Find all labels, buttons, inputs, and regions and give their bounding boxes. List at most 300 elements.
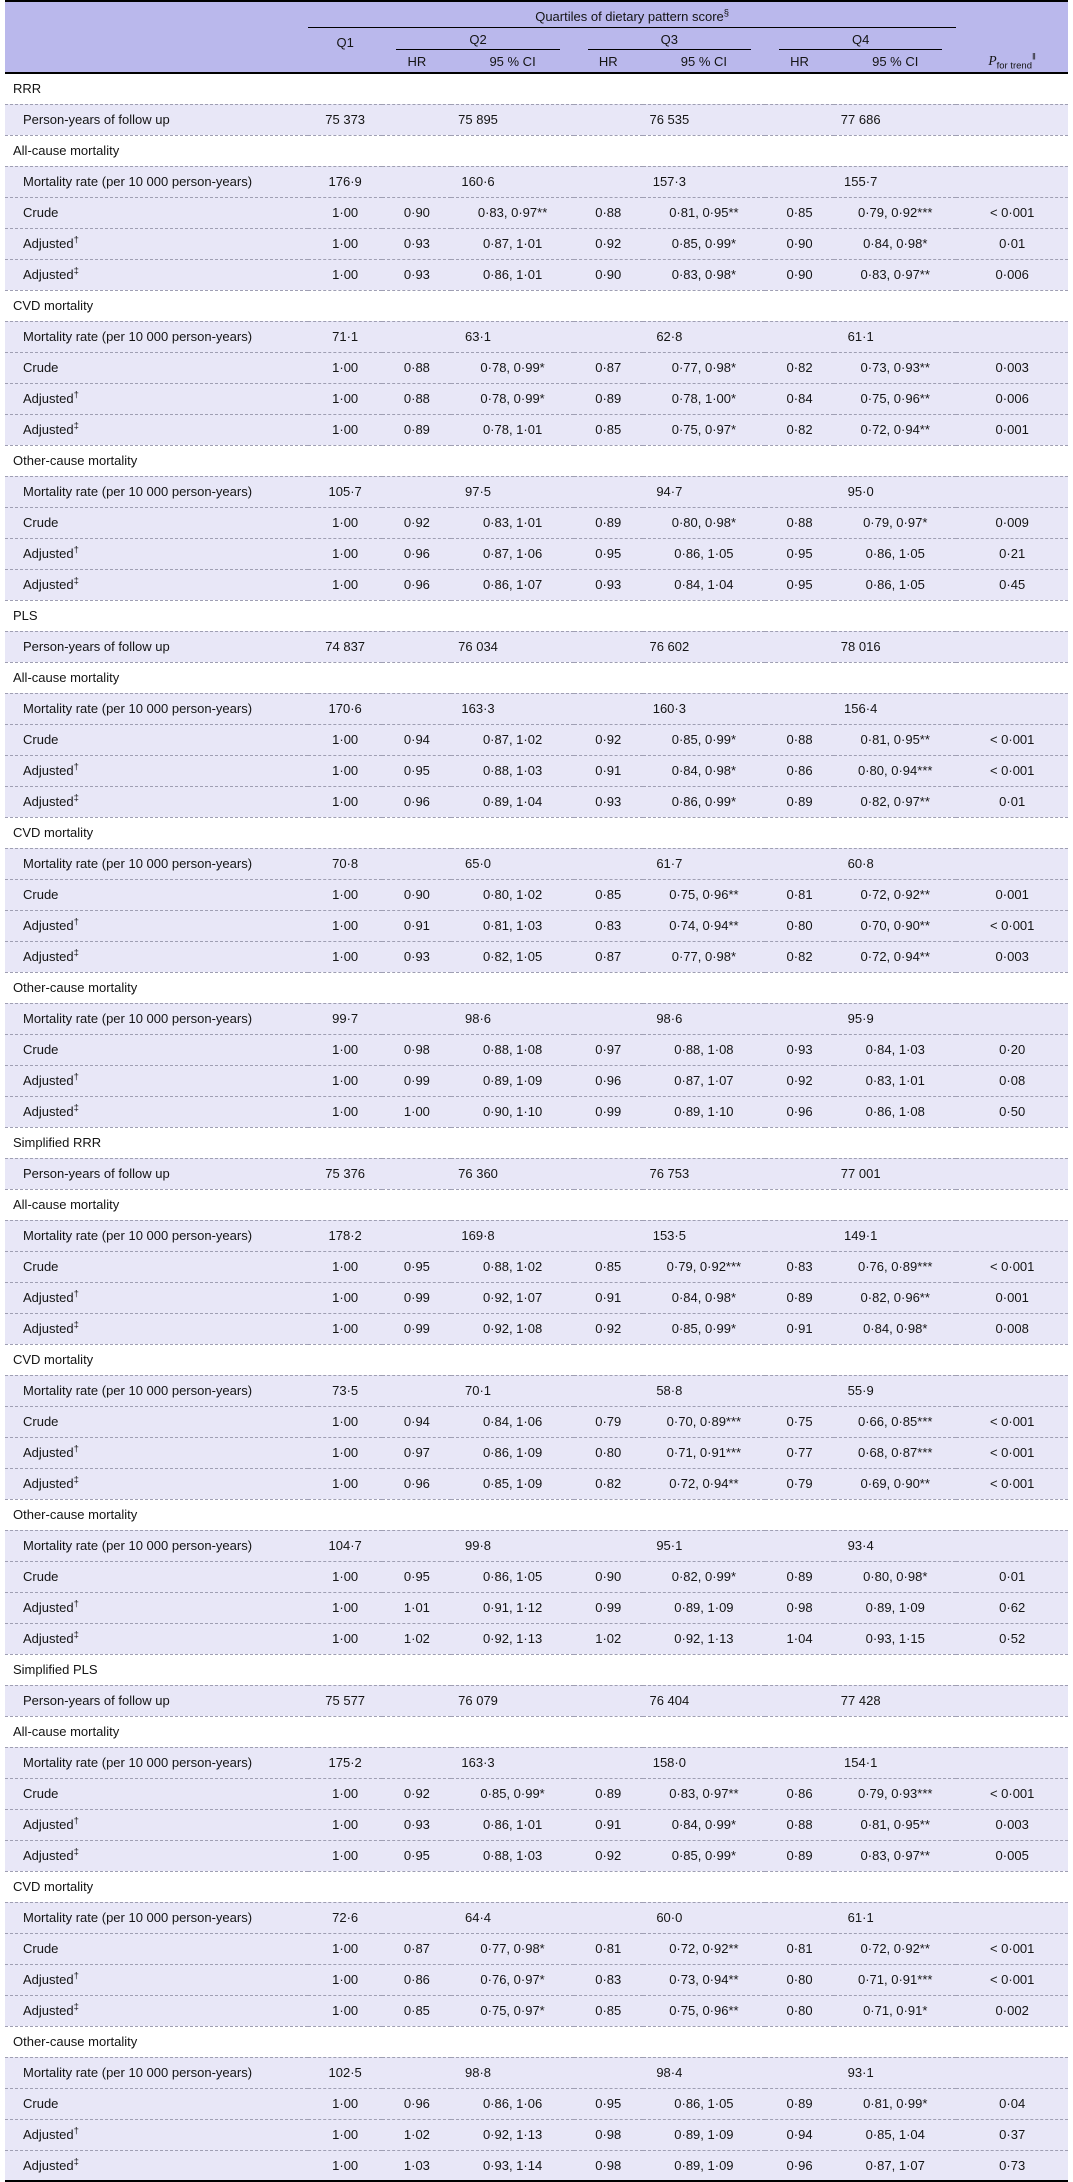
p-value: 0·20 bbox=[956, 1034, 1068, 1065]
section-title: Simplified PLS bbox=[5, 1654, 1068, 1685]
ci-value: 0·84, 1·06 bbox=[451, 1406, 573, 1437]
quartile-group-value: 65·0 bbox=[382, 848, 573, 879]
row-label bbox=[5, 1096, 308, 1127]
hr-value: 0·96 bbox=[382, 1468, 451, 1499]
q4-label: Q4 bbox=[779, 32, 942, 50]
subsection-title: CVD mortality bbox=[5, 817, 1068, 848]
p-value-empty bbox=[956, 1220, 1068, 1251]
ci-value: 0·77, 0·98* bbox=[643, 941, 765, 972]
hr-value: 0·87 bbox=[574, 352, 643, 383]
ci-value: 0·83, 1·01 bbox=[451, 507, 573, 538]
header-spacer-cell bbox=[5, 1, 308, 27]
section-title-row bbox=[5, 1654, 1068, 1685]
ci-value: 0·80, 0·98* bbox=[834, 1561, 956, 1592]
row-label-text: Crude bbox=[23, 2096, 59, 2111]
hr-value: 0·96 bbox=[382, 2088, 451, 2119]
ci-value: 0·86, 1·01 bbox=[451, 1809, 573, 1840]
model-row bbox=[5, 1034, 1068, 1065]
hr-value: 0·93 bbox=[382, 228, 451, 259]
hr-value: 0·92 bbox=[382, 1778, 451, 1809]
q1-value: 1·00 bbox=[308, 538, 382, 569]
subsection-title-row bbox=[5, 1344, 1068, 1375]
hr-value: 0·85 bbox=[765, 197, 834, 228]
ci-value: 0·81, 0·95** bbox=[834, 1809, 956, 1840]
mortality-rate-row bbox=[5, 321, 1068, 352]
row-label bbox=[5, 507, 308, 538]
footnote-mark-icon: † bbox=[73, 1815, 79, 1827]
ci-value: 0·75, 0·97* bbox=[451, 1995, 573, 2026]
ci-value: 0·79, 0·92*** bbox=[643, 1251, 765, 1282]
ci-value: 0·87, 1·02 bbox=[451, 724, 573, 755]
p-value: < 0·001 bbox=[956, 724, 1068, 755]
hr-value: 0·95 bbox=[382, 1840, 451, 1871]
subsection-title: Other-cause mortality bbox=[5, 1499, 1068, 1530]
quartile-group-value: 160·6 bbox=[382, 166, 573, 197]
q1-value: 75 376 bbox=[308, 1158, 382, 1189]
parallel-mark-icon: ‖ bbox=[1032, 51, 1036, 63]
ci-value: 0·80, 1·02 bbox=[451, 879, 573, 910]
p-value: 0·21 bbox=[956, 538, 1068, 569]
q1-value: 99·7 bbox=[308, 1003, 382, 1034]
row-label bbox=[5, 1778, 308, 1809]
quartile-group-value: 77 001 bbox=[765, 1158, 956, 1189]
hr-value: 0·94 bbox=[382, 724, 451, 755]
model-row bbox=[5, 2119, 1068, 2150]
row-label bbox=[5, 1623, 308, 1654]
hr-column-header: HR bbox=[382, 50, 451, 73]
person-years-row bbox=[5, 104, 1068, 135]
hr-value: 0·80 bbox=[765, 1995, 834, 2026]
subsection-title: Other-cause mortality bbox=[5, 972, 1068, 1003]
person-years-row bbox=[5, 1158, 1068, 1189]
ci-value: 0·75, 0·96** bbox=[643, 1995, 765, 2026]
ci-value: 0·69, 0·90** bbox=[834, 1468, 956, 1499]
model-row bbox=[5, 910, 1068, 941]
p-value: 0·009 bbox=[956, 507, 1068, 538]
ci-value: 0·85, 1·09 bbox=[451, 1468, 573, 1499]
footnote-mark-icon: † bbox=[73, 1443, 79, 1455]
quartile-group-value: 61·1 bbox=[765, 1902, 956, 1933]
ci-value: 0·83, 0·97** bbox=[451, 197, 573, 228]
hr-value: 0·89 bbox=[765, 1561, 834, 1592]
model-row bbox=[5, 2150, 1068, 2181]
hr-value: 0·93 bbox=[574, 569, 643, 600]
quartile-group-value: 60·0 bbox=[574, 1902, 765, 1933]
quartile-group-value: 76 535 bbox=[574, 104, 765, 135]
row-label bbox=[5, 1995, 308, 2026]
footnote-mark-icon: † bbox=[73, 389, 79, 401]
ci-value: 0·93, 1·15 bbox=[834, 1623, 956, 1654]
quartile-group-value: 154·1 bbox=[765, 1747, 956, 1778]
subsection-title: CVD mortality bbox=[5, 290, 1068, 321]
hr-value: 0·86 bbox=[382, 1964, 451, 1995]
p-value: < 0·001 bbox=[956, 1437, 1068, 1468]
hr-value: 0·96 bbox=[382, 569, 451, 600]
hr-value: 0·88 bbox=[574, 197, 643, 228]
row-label-text: Adjusted bbox=[23, 1073, 74, 1088]
quartile-group-value: 93·4 bbox=[765, 1530, 956, 1561]
ci-value: 0·89, 1·09 bbox=[834, 1592, 956, 1623]
p-value-empty bbox=[956, 1375, 1068, 1406]
subsection-title: All-cause mortality bbox=[5, 135, 1068, 166]
p-value-empty bbox=[956, 1902, 1068, 1933]
q1-value: 1·00 bbox=[308, 755, 382, 786]
q1-value: 1·00 bbox=[308, 228, 382, 259]
row-label bbox=[5, 2119, 308, 2150]
row-label bbox=[5, 259, 308, 290]
hr-value: 0·96 bbox=[574, 1065, 643, 1096]
ci-value: 0·72, 0·92** bbox=[643, 1933, 765, 1964]
mortality-rate-row bbox=[5, 1003, 1068, 1034]
hr-value: 0·88 bbox=[765, 1809, 834, 1840]
hr-value: 0·89 bbox=[574, 383, 643, 414]
p-value: 0·006 bbox=[956, 259, 1068, 290]
q1-value: 1·00 bbox=[308, 414, 382, 445]
p-value: 0·73 bbox=[956, 2150, 1068, 2181]
quartile-group-value: 98·4 bbox=[574, 2057, 765, 2088]
q1-value: 73·5 bbox=[308, 1375, 382, 1406]
row-label-text: Adjusted bbox=[23, 2157, 74, 2173]
ci-value: 0·85, 0·99* bbox=[643, 1313, 765, 1344]
hr-value: 0·98 bbox=[382, 1034, 451, 1065]
model-row bbox=[5, 507, 1068, 538]
header-spacer-cell bbox=[308, 50, 382, 73]
hr-value: 0·86 bbox=[765, 1778, 834, 1809]
quartile-group-value: 78 016 bbox=[765, 631, 956, 662]
row-label-text: Adjusted bbox=[23, 1321, 74, 1336]
hr-value: 0·88 bbox=[382, 383, 451, 414]
hr-value: 0·90 bbox=[574, 259, 643, 290]
ci-value: 0·79, 0·92*** bbox=[834, 197, 956, 228]
model-row bbox=[5, 724, 1068, 755]
model-row bbox=[5, 1282, 1068, 1313]
model-row bbox=[5, 1561, 1068, 1592]
row-label bbox=[5, 383, 308, 414]
p-value-empty bbox=[956, 631, 1068, 662]
row-label bbox=[5, 1964, 308, 1995]
q1-value: 1·00 bbox=[308, 786, 382, 817]
hr-value: 0·90 bbox=[765, 259, 834, 290]
header-spacer-cell bbox=[956, 27, 1068, 50]
ci-value: 0·70, 0·90** bbox=[834, 910, 956, 941]
ci-value: 0·92, 1·08 bbox=[451, 1313, 573, 1344]
p-value: 0·002 bbox=[956, 1995, 1068, 2026]
footnote-mark-icon: ‡ bbox=[73, 1102, 79, 1114]
q1-value: 1·00 bbox=[308, 352, 382, 383]
row-label bbox=[5, 569, 308, 600]
row-label: Mortality rate (per 10 000 person-years) bbox=[5, 321, 308, 352]
p-value: 0·008 bbox=[956, 1313, 1068, 1344]
quartile-group-value: 93·1 bbox=[765, 2057, 956, 2088]
hr-value: 0·88 bbox=[765, 507, 834, 538]
hr-value: 0·88 bbox=[765, 724, 834, 755]
row-label bbox=[5, 2088, 308, 2119]
p-value-empty bbox=[956, 1747, 1068, 1778]
ci-value: 0·92, 1·07 bbox=[451, 1282, 573, 1313]
ci-value: 0·80, 0·98* bbox=[643, 507, 765, 538]
q1-value: 1·00 bbox=[308, 2119, 382, 2150]
p-value: 0·08 bbox=[956, 1065, 1068, 1096]
hr-value: 0·89 bbox=[382, 414, 451, 445]
q1-value: 105·7 bbox=[308, 476, 382, 507]
quartile-group-value: 153·5 bbox=[574, 1220, 765, 1251]
ci-value: 0·72, 0·94** bbox=[643, 1468, 765, 1499]
hr-value: 0·85 bbox=[574, 879, 643, 910]
subsection-title: All-cause mortality bbox=[5, 662, 1068, 693]
ci-value: 0·81, 0·95** bbox=[643, 197, 765, 228]
footnote-mark-icon: † bbox=[73, 1071, 79, 1083]
quartile-group-value: 94·7 bbox=[574, 476, 765, 507]
row-label bbox=[5, 724, 308, 755]
ci-value: 0·78, 1·00* bbox=[643, 383, 765, 414]
ci-value: 0·90, 1·10 bbox=[451, 1096, 573, 1127]
hr-value: 0·77 bbox=[765, 1437, 834, 1468]
row-label-text: Crude bbox=[23, 1569, 59, 1584]
mortality-rate-row bbox=[5, 1220, 1068, 1251]
ci-value: 0·89, 1·10 bbox=[643, 1096, 765, 1127]
mortality-rate-row bbox=[5, 2057, 1068, 2088]
ci-value: 0·81, 0·95** bbox=[834, 724, 956, 755]
hr-value: 0·82 bbox=[574, 1468, 643, 1499]
hr-value: 1·03 bbox=[382, 2150, 451, 2181]
hr-value: 0·81 bbox=[574, 1933, 643, 1964]
hr-value: 0·94 bbox=[382, 1406, 451, 1437]
q1-value: 1·00 bbox=[308, 569, 382, 600]
ci-value: 0·88, 1·03 bbox=[451, 755, 573, 786]
model-row bbox=[5, 1437, 1068, 1468]
q1-value: 102·5 bbox=[308, 2057, 382, 2088]
ci-value: 0·86, 1·09 bbox=[451, 1437, 573, 1468]
quartile-group-value: 61·1 bbox=[765, 321, 956, 352]
subsection-title-row bbox=[5, 290, 1068, 321]
ci-value: 0·84, 1·04 bbox=[643, 569, 765, 600]
ci-value: 0·86, 1·05 bbox=[643, 2088, 765, 2119]
hr-value: 0·90 bbox=[574, 1561, 643, 1592]
ci-value: 0·85, 0·99* bbox=[643, 724, 765, 755]
table-body bbox=[5, 73, 1068, 2181]
section-title-row bbox=[5, 73, 1068, 104]
q1-value: 1·00 bbox=[308, 1282, 382, 1313]
p-value: < 0·001 bbox=[956, 755, 1068, 786]
row-label bbox=[5, 1592, 308, 1623]
row-label bbox=[5, 1561, 308, 1592]
hr-value: 0·96 bbox=[382, 786, 451, 817]
footnote-mark-icon: ‡ bbox=[73, 420, 79, 432]
hr-value: 0·95 bbox=[765, 538, 834, 569]
q1-value: 1·00 bbox=[308, 2088, 382, 2119]
q1-value: 178·2 bbox=[308, 1220, 382, 1251]
ci-value: 0·86, 1·05 bbox=[834, 569, 956, 600]
hr-value: 0·87 bbox=[574, 941, 643, 972]
row-label bbox=[5, 879, 308, 910]
p-trend-column-header bbox=[956, 50, 1068, 73]
row-label bbox=[5, 1406, 308, 1437]
footnote-mark-icon: ‡ bbox=[73, 1846, 79, 1858]
q3-column-header bbox=[574, 27, 765, 50]
q1-value: 1·00 bbox=[308, 1933, 382, 1964]
subsection-title-row bbox=[5, 2026, 1068, 2057]
row-label-text: Adjusted bbox=[23, 236, 74, 251]
q1-value: 1·00 bbox=[308, 1065, 382, 1096]
row-label: Person-years of follow up bbox=[5, 104, 308, 135]
model-row bbox=[5, 786, 1068, 817]
ci-value: 0·70, 0·89*** bbox=[643, 1406, 765, 1437]
q2-label: Q2 bbox=[396, 32, 559, 50]
hr-value: 0·80 bbox=[574, 1437, 643, 1468]
hr-value: 0·82 bbox=[765, 352, 834, 383]
hr-value: 0·92 bbox=[574, 724, 643, 755]
p-value: 0·003 bbox=[956, 941, 1068, 972]
ci-value: 0·87, 1·06 bbox=[451, 538, 573, 569]
ci-value: 0·89, 1·09 bbox=[643, 2150, 765, 2181]
hr-value: 0·99 bbox=[382, 1282, 451, 1313]
hr-value: 0·80 bbox=[765, 1964, 834, 1995]
row-label-text: Adjusted bbox=[23, 267, 74, 282]
hr-value: 0·83 bbox=[574, 1964, 643, 1995]
table-header bbox=[5, 1, 1068, 73]
p-value-empty bbox=[956, 1530, 1068, 1561]
row-label: Person-years of follow up bbox=[5, 631, 308, 662]
ci-value: 0·80, 0·94*** bbox=[834, 755, 956, 786]
quartile-group-value: 75 895 bbox=[382, 104, 573, 135]
ci-value: 0·75, 0·96** bbox=[643, 879, 765, 910]
row-label: Mortality rate (per 10 000 person-years) bbox=[5, 2057, 308, 2088]
quartile-group-value: 95·9 bbox=[765, 1003, 956, 1034]
row-label-text: Crude bbox=[23, 515, 59, 530]
hr-value: 0·95 bbox=[382, 1251, 451, 1282]
ci-value: 0·82, 1·05 bbox=[451, 941, 573, 972]
ci-value: 0·84, 1·03 bbox=[834, 1034, 956, 1065]
row-label bbox=[5, 197, 308, 228]
p-value: 0·01 bbox=[956, 1561, 1068, 1592]
p-value: < 0·001 bbox=[956, 1251, 1068, 1282]
footnote-mark-icon: ‡ bbox=[73, 947, 79, 959]
row-label-text: Adjusted bbox=[23, 949, 74, 964]
p-value-empty bbox=[956, 321, 1068, 352]
hr-value: 0·84 bbox=[765, 383, 834, 414]
q1-value: 1·00 bbox=[308, 197, 382, 228]
ci-value: 0·74, 0·94** bbox=[643, 910, 765, 941]
footnote-mark-icon: ‡ bbox=[73, 1319, 79, 1331]
ci-value: 0·77, 0·98* bbox=[451, 1933, 573, 1964]
quartile-group-value: 70·1 bbox=[382, 1375, 573, 1406]
quartile-group-value: 76 404 bbox=[574, 1685, 765, 1716]
section-title: Simplified RRR bbox=[5, 1127, 1068, 1158]
section-title: PLS bbox=[5, 600, 1068, 631]
header-row-measures bbox=[5, 50, 1068, 73]
ci-value: 0·86, 1·06 bbox=[451, 2088, 573, 2119]
quartile-group-value: 169·8 bbox=[382, 1220, 573, 1251]
ci-value: 0·85, 1·04 bbox=[834, 2119, 956, 2150]
mortality-rate-row bbox=[5, 1375, 1068, 1406]
quartile-group-value: 55·9 bbox=[765, 1375, 956, 1406]
footnote-mark-icon: † bbox=[73, 544, 79, 556]
p-value: < 0·001 bbox=[956, 1468, 1068, 1499]
ci-value: 0·77, 0·98* bbox=[643, 352, 765, 383]
q1-value: 104·7 bbox=[308, 1530, 382, 1561]
p-value: 0·003 bbox=[956, 352, 1068, 383]
quartile-group-value: 163·3 bbox=[382, 1747, 573, 1778]
header-spacer-cell bbox=[956, 1, 1068, 27]
footnote-mark-icon: ‡ bbox=[73, 2156, 79, 2168]
mortality-rate-row bbox=[5, 166, 1068, 197]
p-value: < 0·001 bbox=[956, 1964, 1068, 1995]
hr-value: 0·99 bbox=[382, 1065, 451, 1096]
p-value-empty bbox=[956, 1685, 1068, 1716]
q1-value: 72·6 bbox=[308, 1902, 382, 1933]
hr-value: 0·85 bbox=[574, 414, 643, 445]
hr-value: 0·75 bbox=[765, 1406, 834, 1437]
hr-value: 0·90 bbox=[382, 197, 451, 228]
quartile-group-value: 58·8 bbox=[574, 1375, 765, 1406]
hr-value: 0·92 bbox=[574, 228, 643, 259]
q1-value: 1·00 bbox=[308, 724, 382, 755]
ci-value: 0·91, 1·12 bbox=[451, 1592, 573, 1623]
model-row bbox=[5, 538, 1068, 569]
quartile-group-value: 76 753 bbox=[574, 1158, 765, 1189]
row-label: Mortality rate (per 10 000 person-years) bbox=[5, 166, 308, 197]
ci-value: 0·85, 0·99* bbox=[451, 1778, 573, 1809]
hr-value: 0·96 bbox=[382, 538, 451, 569]
hr-value: 0·95 bbox=[382, 755, 451, 786]
hr-value: 0·81 bbox=[765, 1933, 834, 1964]
quartile-group-value: 64·4 bbox=[382, 1902, 573, 1933]
row-label-text: Crude bbox=[23, 1259, 59, 1274]
model-row bbox=[5, 569, 1068, 600]
subsection-title-row bbox=[5, 662, 1068, 693]
row-label: Mortality rate (per 10 000 person-years) bbox=[5, 1220, 308, 1251]
row-label: Mortality rate (per 10 000 person-years) bbox=[5, 476, 308, 507]
ci-value: 0·87, 1·07 bbox=[643, 1065, 765, 1096]
hr-value: 0·79 bbox=[574, 1406, 643, 1437]
subsection-title-row bbox=[5, 1189, 1068, 1220]
q1-value: 70·8 bbox=[308, 848, 382, 879]
footnote-mark-icon: ‡ bbox=[73, 1474, 79, 1486]
hr-value: 0·89 bbox=[765, 1282, 834, 1313]
q1-value: 1·00 bbox=[308, 1313, 382, 1344]
model-row bbox=[5, 879, 1068, 910]
row-label bbox=[5, 538, 308, 569]
row-label bbox=[5, 1282, 308, 1313]
mortality-rate-row bbox=[5, 848, 1068, 879]
hr-value: 0·95 bbox=[382, 1561, 451, 1592]
hr-value: 0·91 bbox=[382, 910, 451, 941]
p-value: 0·04 bbox=[956, 2088, 1068, 2119]
subsection-title: CVD mortality bbox=[5, 1871, 1068, 1902]
hr-value: 0·92 bbox=[574, 1313, 643, 1344]
subsection-title: Other-cause mortality bbox=[5, 2026, 1068, 2057]
p-value: 0·006 bbox=[956, 383, 1068, 414]
q1-value: 1·00 bbox=[308, 1623, 382, 1654]
subsection-title-row bbox=[5, 817, 1068, 848]
hr-value: 0·94 bbox=[765, 2119, 834, 2150]
row-label: Mortality rate (per 10 000 person-years) bbox=[5, 1530, 308, 1561]
hr-value: 0·85 bbox=[382, 1995, 451, 2026]
quartile-group-value: 155·7 bbox=[765, 166, 956, 197]
q1-value: 175·2 bbox=[308, 1747, 382, 1778]
q3-label: Q3 bbox=[588, 32, 751, 50]
row-label: Mortality rate (per 10 000 person-years) bbox=[5, 1375, 308, 1406]
q1-value: 1·00 bbox=[308, 1592, 382, 1623]
hr-value: 0·93 bbox=[765, 1034, 834, 1065]
q1-value: 1·00 bbox=[308, 1561, 382, 1592]
p-value: 0·001 bbox=[956, 1282, 1068, 1313]
quartile-group-value: 62·8 bbox=[574, 321, 765, 352]
p-value: 0·001 bbox=[956, 414, 1068, 445]
ci-value: 0·79, 0·97* bbox=[834, 507, 956, 538]
p-value-empty bbox=[956, 1158, 1068, 1189]
footnote-mark-icon: ‡ bbox=[73, 1629, 79, 1641]
